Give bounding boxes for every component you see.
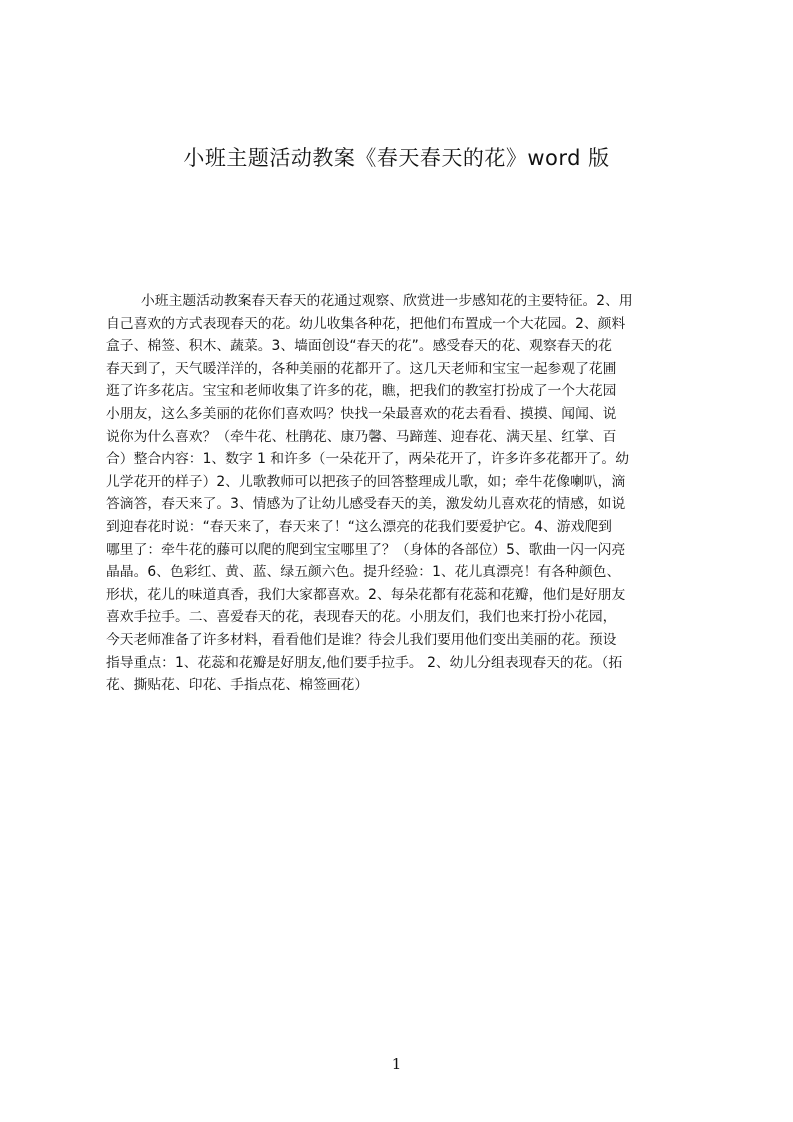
body-line: 小班主题活动教案春天春天的花通过观察、欣赏进一步感知花的主要特征。2、用 (141, 293, 633, 309)
document-title: 小班主题活动教案《春天春天的花》word 版 (183, 146, 610, 170)
body-line: 说你为什么喜欢？（牵牛花、杜鹃花、康乃馨、马蹄莲、迎春花、满天星、红掌、百 (106, 428, 617, 445)
body-line: 今天老师准备了许多材料，看看他们是谁？待会儿我们要用他们变出美丽的花。预设 (106, 631, 617, 648)
body-line: 答滴答，春天来了。3、情感为了让幼儿感受春天的美，激发幼儿喜欢花的情感，如说 (106, 496, 626, 513)
body-line: 春天到了，天气暖洋洋的，各种美丽的花都开了。这几天老师和宝宝一起参观了花圃 (106, 360, 617, 377)
body-line: 合）整合内容：1、数字 1 和许多（一朵花开了，两朵花开了，许多许多花都开了。幼 (106, 451, 630, 468)
body-line: 小朋友，这么多美丽的花你们喜欢吗？快找一朵最喜欢的花去看看、摸摸、闻闻、说 (106, 405, 617, 422)
body-line: 到迎春花时说：“春天来了，春天来了！“这么漂亮的花我们要爱护它。4、游戏爬到 (106, 518, 612, 535)
body-line: 哪里了：牵牛花的藤可以爬的爬到宝宝哪里了？（身体的各部位）5、歌曲一闪一闪亮 (106, 541, 626, 558)
body-line: 晶晶。6、色彩红、黄、蓝、绿五颜六色。提升经验：1、花儿真漂亮！有各种颜色、 (106, 564, 621, 581)
body-line: 盒子、棉签、积木、蔬菜。3、墙面创设“春天的花”。感受春天的花、观察春天的花 (106, 338, 612, 355)
body-text (106, 290, 698, 697)
body-line: 花、撕贴花、印花、手指点花、棉签画花） (106, 677, 369, 694)
body-line: 指导重点：1、花蕊和花瓣是好朋友,他们要手拉手。 2、幼儿分组表现春天的花。（拓 (106, 654, 623, 671)
body-line: 形状，花儿的味道真香，我们大家都喜欢。2、每朵花都有花蕊和花瓣，他们是好朋友 (106, 586, 626, 603)
page-number: 1 (391, 1055, 402, 1073)
body-line: 喜欢手拉手。二、喜爱春天的花，表现春天的花。小朋友们，我们也来打扮小花园， (106, 609, 617, 626)
body-line: 自己喜欢的方式表现春天的花。幼儿收集各种花，把他们布置成一个大花园。2、颜料 (106, 315, 626, 332)
body-line: 逛了许多花店。宝宝和老师收集了许多的花，瞧，把我们的教室打扮成了一个大花园 (106, 383, 617, 400)
body-line: 儿学花开的样子）2、儿歌教师可以把孩子的回答整理成儿歌，如；牵牛花像喇叭，滴 (106, 473, 626, 490)
